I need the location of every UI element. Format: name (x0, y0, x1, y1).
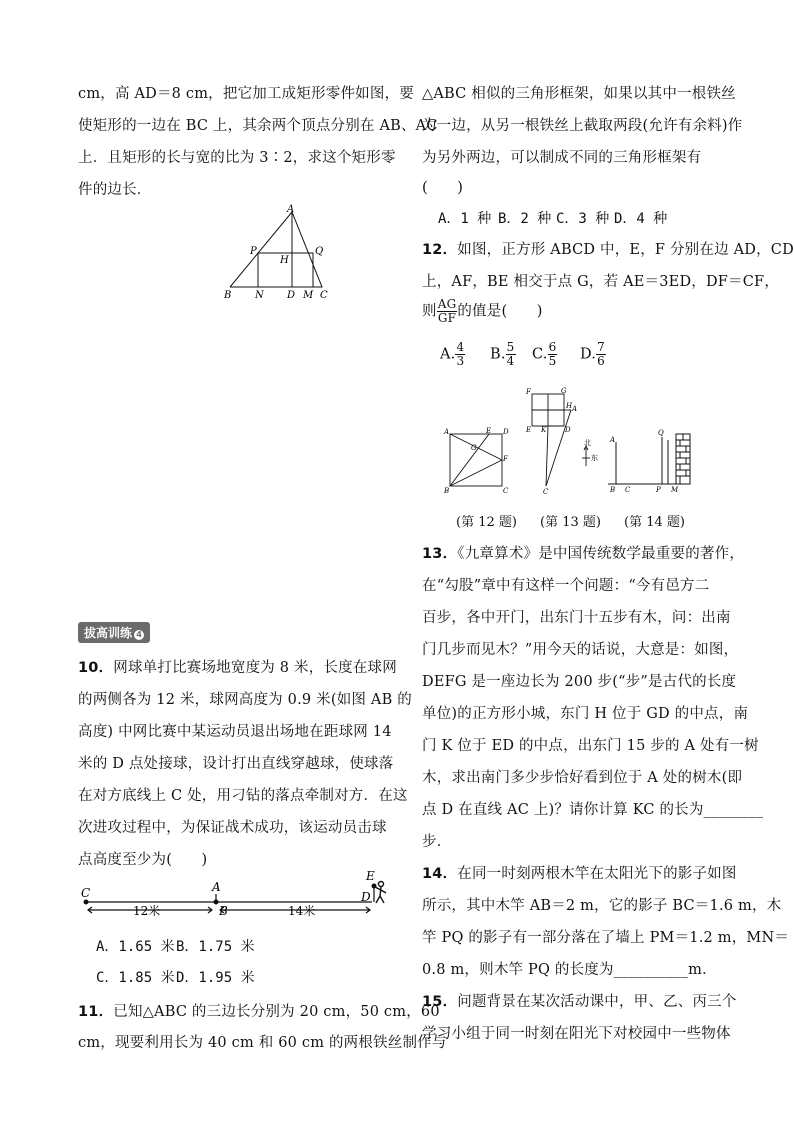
q10-option-a: A．1.65 米 (96, 939, 175, 955)
fig14-P: P (656, 486, 661, 494)
q13-line-2: 在“勾股”章中有这样一个问题：“今有邑方二 (422, 578, 710, 594)
q11-line-6: ( ) (422, 180, 464, 196)
q12-line-2: 上，AF，BE 相交于点 G，若 AE＝3ED，DF＝CF， (422, 274, 780, 290)
q12-frac-den: GF (437, 311, 457, 325)
q10-line-2: 的两侧各为 12 米，球网高度为 0.9 米(如图 AB 的 (78, 692, 412, 708)
q11-text-1: 已知△ABC 的三边长分别为 20 cm，50 cm，60 (113, 1004, 440, 1020)
fig12-A: A (444, 428, 450, 436)
q10-figure (78, 870, 390, 926)
q12-ask-prefix: 则 (422, 303, 437, 320)
q13-line-4: 门几步而见木？”用今天的话说，大意是：如图， (422, 642, 739, 658)
q14-line-2: 所示，其中木竿 AB＝2 m，它的影子 BC＝1.6 m，木 (422, 898, 782, 914)
q13-number: 13． (422, 546, 458, 562)
q12-opt-c-num: 6 (548, 340, 557, 354)
q11-option-b: B．2 种 (498, 211, 552, 227)
fig14 (608, 434, 690, 484)
q11-option-d: D．4 种 (614, 211, 668, 227)
q11-line-3: △ABC 相似的三角形框架，如果以其中一根铁丝 (422, 86, 736, 102)
q9-figure (220, 202, 350, 302)
q13-line-5: DEFG 是一座边长为 200 步(“步”是古代的长度 (422, 674, 737, 690)
q13-line-3: 百步，各中开门，出东门十五步有木，问：出南 (422, 610, 731, 626)
q13-line-10: 步． (422, 834, 452, 850)
q10-label-right-dist: 14米 (288, 904, 316, 918)
compass-east: 东 (591, 454, 598, 462)
q15-number: 15． (422, 994, 458, 1010)
q9-label-H: H (280, 255, 289, 266)
compass-north: 北 (584, 439, 591, 447)
q10-text-1: 网球单打比赛场地宽度为 8 米，长度在球网 (113, 660, 397, 676)
q11-line-2: cm，现要利用长为 40 cm 和 60 cm 的两根铁丝制作与 (78, 1035, 447, 1051)
q12-opt-a-den: 3 (456, 354, 465, 368)
q9-label-P: P (250, 246, 257, 257)
q9-label-C: C (320, 290, 328, 301)
q15-line-1 (422, 990, 737, 1011)
fig14-C: C (625, 486, 631, 494)
q13-line-9: 点 D 在直线 AC 上)？请你计算 KC 的长为________ (422, 802, 764, 818)
fig12-C: C (503, 487, 509, 495)
q12-opt-c-label: C. (532, 346, 548, 363)
q13-line-6: 单位)的正方形小城，东门 H 位于 GD 的中点，南 (422, 706, 749, 722)
q11-line-1 (78, 1000, 440, 1021)
q10-line-5: 在对方底线上 C 处，用刁钻的落点牵制对方．在这 (78, 788, 408, 804)
section-badge-text: 拔高训练 (84, 626, 133, 640)
player-icon (375, 882, 386, 904)
q10-line-3: 高度) 中网比赛中某运动员退出场地在距球网 14 (78, 724, 392, 740)
fig13-D: D (565, 426, 571, 434)
q12-text-1: 如图，正方形 ABCD 中，E，F 分别在边 AD，CD (457, 242, 794, 258)
q9-label-N: N (255, 290, 264, 301)
caption-q14: (第 14 题) (624, 515, 685, 530)
q11-line-5: 为另外两边，可以制成不同的三角形框架有 (422, 150, 702, 166)
q14-text-1: 在同一时刻两根木竿在太阳光下的影子如图 (457, 866, 737, 882)
q14-line-3: 竿 PQ 的影子有一部分落在了墙上 PM＝1.2 m，MN＝ (422, 930, 790, 946)
section-badge (78, 622, 150, 643)
q12-line-1 (422, 238, 794, 259)
q12-option-b (490, 341, 516, 368)
q13-line-7: 门 K 位于 ED 的中点，出东门 15 步的 A 处有一树 (422, 738, 759, 754)
q10-label-D: D (361, 890, 371, 904)
figures-row (440, 382, 710, 497)
q13-line-1 (422, 542, 744, 563)
q10-line-6: 次进攻过程中，为保证战术成功，该运动员击球 (78, 820, 387, 836)
q12-frac-num: AG (437, 297, 457, 311)
q11-option-c: C．3 种 (556, 211, 610, 227)
q12-opt-d-num: 7 (597, 340, 605, 354)
q12-option-c (532, 341, 557, 368)
q10-option-c: C．1.85 米 (96, 970, 175, 986)
q10-label-C: C (81, 886, 91, 900)
q12-fraction (437, 298, 458, 325)
q9-label-B: B (224, 290, 232, 301)
q9-line-1: cm，高 AD＝8 cm，把它加工成矩形零件如图，要 (78, 86, 414, 102)
q15-text-1: 问题背景在某次活动课中，甲、乙、丙三个 (457, 994, 737, 1010)
fig12-E: E (486, 427, 492, 435)
q9-label-A: A (287, 204, 295, 215)
q10-option-d: D．1.95 米 (176, 970, 255, 986)
fig14-B: B (610, 486, 616, 494)
caption-q13: (第 13 题) (540, 515, 601, 530)
fig13-H: H (566, 402, 573, 410)
q15-line-2: 学习小组于同一时刻在阳光下对校园中一些物体 (422, 1026, 731, 1042)
fig12 (450, 434, 502, 486)
q12-line-3 (422, 298, 543, 325)
q14-line-1 (422, 862, 737, 883)
q10-label-B: B (219, 904, 228, 918)
fig12-B: B (444, 487, 450, 495)
q10-number: 10． (78, 660, 114, 676)
section-badge-num: 4 (134, 630, 144, 640)
q10-label-E: E (366, 870, 375, 883)
fig13-F: F (526, 388, 531, 396)
q9-label-Q: Q (315, 246, 324, 257)
q13-text-1: 《九章算术》是中国传统数学最重要的著作， (457, 546, 745, 562)
q14-number: 14． (422, 866, 458, 882)
q12-option-d (580, 341, 606, 368)
fig14-M: M (671, 486, 679, 494)
q10-label-left-dist: 12米 (133, 904, 161, 918)
q12-opt-a-label: A. (440, 346, 456, 363)
fig12-G: G (471, 444, 477, 452)
fig14-A: A (610, 436, 616, 444)
q13-line-8: 木，求出南门多少步恰好看到位于 A 处的树木(即 (422, 770, 743, 786)
q10-option-b: B．1.75 米 (176, 939, 255, 955)
q12-opt-b-den: 4 (506, 354, 515, 368)
q12-opt-d-label: D. (580, 346, 597, 363)
q9-line-3: 上．且矩形的长与宽的比为 3∶2，求这个矩形零 (78, 150, 396, 166)
q12-ask-suffix: 的值是( ) (457, 303, 543, 320)
caption-q12: (第 12 题) (456, 515, 517, 530)
fig13-C: C (543, 488, 549, 496)
fig13-A: A (572, 405, 578, 413)
q10-line-1 (78, 656, 397, 677)
fig13-E: E (526, 426, 532, 434)
q11-option-a: A．1 种 (438, 211, 492, 227)
q11-number: 11． (78, 1004, 114, 1020)
fig14-Q: Q (658, 429, 664, 437)
q10-line-7: 点高度至少为( ) (78, 852, 208, 868)
compass-icon (582, 446, 590, 466)
fig13-K: K (541, 426, 547, 434)
q9-label-M: M (303, 290, 314, 301)
q10-line-4: 米的 D 点处接球，设计打出直线穿越球，使球落 (78, 756, 394, 772)
q10-label-A: A (212, 880, 221, 894)
q12-opt-a-num: 4 (456, 340, 465, 354)
fig12-F: F (503, 455, 508, 463)
q11-line-4: 为一边，从另一根铁丝上截取两段(允许有余料)作 (422, 118, 743, 134)
q12-opt-d-den: 6 (597, 354, 605, 368)
q12-opt-b-num: 5 (506, 340, 515, 354)
q12-option-a (440, 341, 465, 368)
fig13-G: G (561, 387, 567, 395)
q9-label-D: D (287, 290, 296, 301)
q12-opt-c-den: 5 (548, 354, 557, 368)
fig12-D: D (503, 428, 509, 436)
q9-line-4: 件的边长． (78, 182, 152, 198)
q12-number: 12． (422, 242, 458, 258)
q14-line-4: 0.8 m，则木竿 PQ 的长度为__________m． (422, 962, 717, 978)
q12-opt-b-label: B. (490, 346, 506, 363)
q9-line-2: 使矩形的一边在 BC 上，其余两个顶点分别在 AB、AC (78, 118, 438, 134)
